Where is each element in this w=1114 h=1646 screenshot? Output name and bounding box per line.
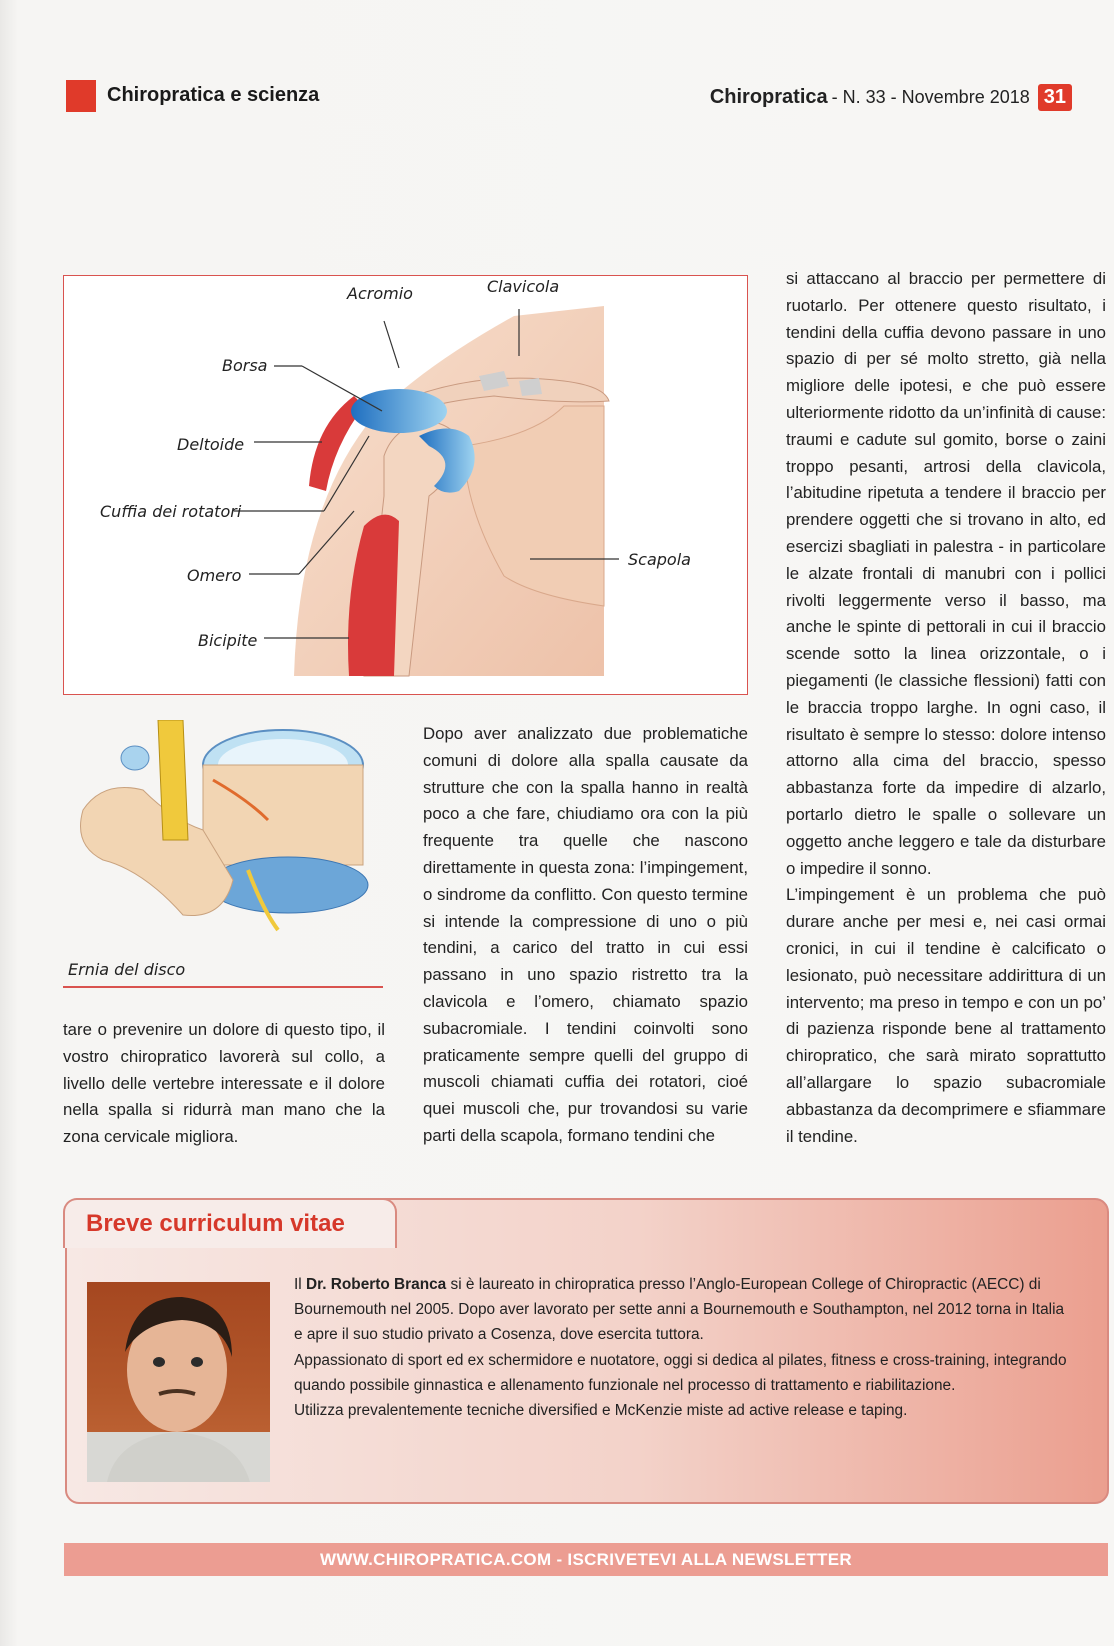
author-name: Dr. Roberto Branca: [305, 1276, 447, 1293]
column-2-text: Dopo aver analizzato due problematiche comuni di dolore alla spalla causate da strutture che con la spalla hanno in realtà poco a che fare, chiudiamo ora con la più frequente tra quelle che nascono direttamente in questa zona: l’impingement, o sindrome da conflitto. Con questo termine si intende la compressione di uno o più tendini, a carico del tratto in cui essi passano in uno spazio ristretto tra la clavicola e l’omero, chiamato spazio subacromiale. I tendini coinvolti sono praticamente sempre quelli del gruppo di muscoli chiamati cuffia dei rotatori, cioé quei muscoli che, pur trovandosi su varie parti della scapola, formano tendini che: [423, 724, 748, 1145]
cv-intro: Il: [294, 1276, 302, 1293]
shoulder-anatomy-figure: [63, 275, 748, 695]
text-column-1: [63, 1017, 385, 1151]
label-acromio: Acromio: [347, 284, 413, 303]
label-scapola: Scapola: [628, 550, 691, 569]
label-bicipite: Bicipite: [198, 631, 258, 650]
vertebra-illustration: [63, 720, 383, 950]
label-omero: Omero: [187, 566, 242, 585]
running-header: [710, 84, 1072, 111]
label-cuffia-rotatori: Cuffia dei rotatori: [100, 502, 242, 521]
shoulder-illustration: [64, 276, 747, 694]
cv-title: Breve curriculum vitae: [86, 1210, 345, 1237]
cv-paragraph-3: Utilizza prevalentemente tecniche diversified e McKenzie miste ad active release e taping.: [294, 1402, 908, 1420]
column-3-paragraph-2: L’impingement è un problema che può durare anche per mesi e, nei casi ormai cronici, in cui il tendine è calcificato o lesionato, può necessitare addirittura di un intervento; ma preso in tempo e con un po’ di pazienza risponde bene al trattamento chiropratico, che sarà mirato soprattutto all’allargare lo spazio subacromiale abbastanza da decomprimere e sfiammare il tendine.: [786, 885, 1106, 1146]
label-deltoide: Deltoide: [177, 435, 245, 454]
author-photo: [87, 1282, 270, 1482]
caption-rule: [63, 986, 383, 988]
label-clavicola: Clavicola: [487, 277, 560, 296]
column-1-text: tare o prevenire un dolore di questo tipo, il vostro chiropratico lavorerà sul collo, a livello delle vertebre interessate e il dolore nella spalla si ridurrà man mano che la zona cervicale migliora.: [63, 1020, 385, 1147]
cv-text: [294, 1272, 1076, 1423]
magazine-name: Chiropratica: [709, 86, 828, 108]
page-number: 31: [1038, 84, 1072, 111]
spine-figure-caption: Ernia del disco: [68, 960, 186, 979]
section-marker: [66, 80, 96, 112]
text-column-3: [786, 266, 1106, 1150]
issue-info: - N. 33 - Novembre 2018: [831, 87, 1030, 107]
footer-banner: WWW.CHIROPRATICA.COM - ISCRIVETEVI ALLA NEWSLETTER: [64, 1543, 1108, 1576]
cv-paragraph-1: [294, 1272, 1076, 1348]
spine-herniation-figure: [63, 720, 383, 985]
section-title: Chiropratica e scienza: [107, 84, 320, 106]
column-3-paragraph-1: si attaccano al braccio per permettere di ruotarlo. Per ottenere questo risultato, i tendini della cuffia devono passare in uno spazio di per sé molto stretto, già nella migliore delle ipotesi, e che può essere ulteriormente ridotto da un’infinità di cause: traumi e cadute sul gomito, borse o zaini troppo pesanti, artrosi della clavicola, l’abitudine ripetuta a tendere il braccio per prendere oggetti che si trovano in alto, ed esercizi sbagliati in palestra - in particolare le alzate frontali di manubri con i pollici rivolti leggermente verso il basso, ma anche le spinte di pettorali in cui il braccio scende sotto la linea orizzontale, o i piegamenti (le classiche flessioni) fatti con le braccia troppo larghe. In ogni caso, il risultato è sempre lo stesso: dolore intenso attorno alla cima del braccio, spesso abbastanza forte da impedire di alzarlo, portarlo dietro le spalle o sollevare un oggetto anche leggero e tale da disturbare o impedire il sonno.: [786, 269, 1106, 878]
portrait-illustration: [87, 1282, 270, 1482]
cv-paragraph-1-rest: si è laureato in chiropratica presso l’Anglo-European College of Chiropractic (AECC) di Bournemouth nel 2005. Dopo aver lavorato per sette anni a Bournemouth e Southampton, nel 2012 torna in Italia e apre il suo studio privato a Cosenza, dove esercita tuttora.: [294, 1276, 1065, 1344]
text-column-2: [423, 721, 748, 1150]
cv-paragraph-2: Appassionato di sport ed ex schermidore e nuotatore, oggi si dedica al pilates, fitness e cross-training, integrando quando possibile ginnastica e allenamento funzionale nel processo di trattamento e riabilitazione.: [294, 1351, 1067, 1394]
label-borsa: Borsa: [222, 356, 268, 375]
